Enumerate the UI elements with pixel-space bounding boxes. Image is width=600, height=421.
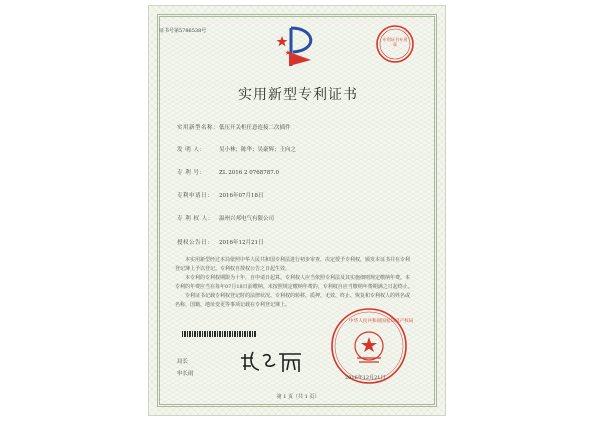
field-label: 专 利 号：	[177, 170, 206, 176]
field-value: 温州兴邦电气有限公司	[219, 216, 275, 222]
field-label: 发 明 人：	[177, 147, 206, 153]
field-patentee	[177, 216, 274, 223]
page-number: 第 1 页（共 1 页）	[276, 394, 320, 400]
seal-date: 2016年12月21日	[345, 375, 386, 381]
body-paragraph: 本专利的专利权期限为十年，自申请日起算。专利权人应当依照专利法及其实施细则规定缴纳年费。本专利的年费应当在每年07月18日前缴纳。未按照规定缴纳年费的，专利权自应当缴纳年费期满之日起终止。	[175, 275, 413, 290]
field-label: 专利申请日：	[177, 193, 214, 199]
field-utility-model-name	[177, 125, 291, 132]
field-patent-number	[177, 170, 279, 177]
certificate-number: 证书号第5786538号	[159, 28, 207, 34]
field-label: 专 利 权 人：	[177, 216, 214, 222]
field-value: 低压开关柜任意连接二次插件	[219, 125, 291, 131]
field-inventors	[177, 147, 296, 154]
director-title: 局长	[177, 359, 189, 365]
certificate-body-text	[175, 256, 413, 310]
field-grant-date	[177, 240, 264, 247]
seal-text: 中华人民共和国国家知识产权局	[349, 319, 414, 324]
stamp-text: 专利证书专用章	[382, 37, 408, 47]
director-name: 申长雨	[177, 371, 194, 377]
field-label: 授权公告日：	[177, 240, 214, 246]
field-value: ZL 2016 2 0768787.0	[219, 170, 279, 176]
body-paragraph: 本实用新型经过本局依照中华人民共和国专利法进行初步审查，决定授予专利权，颁发本证书并在专利登记簿上予以登记。专利权自授权公告之日起生效。	[175, 257, 411, 272]
body-paragraph: 专利证书记载专利权登记时的法律状况。专利权的转移、质押、无效、终止、恢复和专利权人的姓名或名称、国籍、地址变更等事项记载在专利登记簿上。	[175, 293, 411, 308]
field-label: 实用新型名称：	[177, 125, 220, 131]
field-value: 2016年12月21日	[219, 240, 264, 246]
director-signature-icon	[239, 346, 309, 376]
field-application-date	[177, 193, 264, 200]
certificate-title: 实用新型专利证书	[238, 87, 358, 103]
barcode	[182, 331, 256, 337]
field-value: 2016年07月18日	[219, 193, 264, 199]
field-value: 吴小林；陈华；吴豪辉；王向之	[219, 147, 297, 153]
national-ipa-seal-icon	[329, 306, 414, 386]
patent-certificate	[148, 5, 446, 416]
patent-office-logo-icon	[275, 24, 323, 70]
